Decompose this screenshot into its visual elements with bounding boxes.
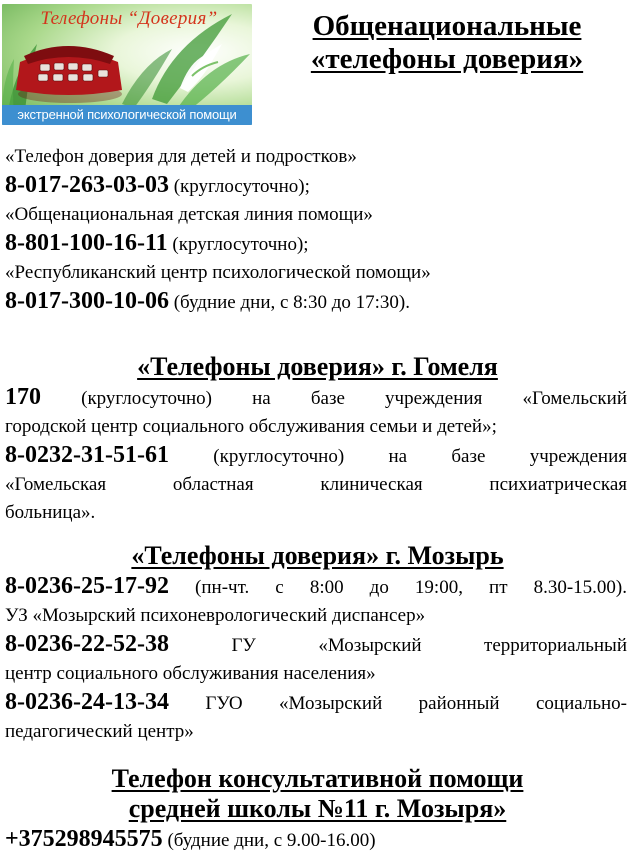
hotline-phone: 8-017-300-10-06 bbox=[5, 288, 169, 314]
hotline-phone: 8-0236-22-52-38 bbox=[5, 631, 169, 657]
hotline-banner bbox=[2, 4, 252, 125]
hotline-phone: +375298945575 bbox=[5, 826, 163, 852]
hotline-note: (круглосуточно); bbox=[168, 176, 310, 197]
page-title-line1: Общенациональные bbox=[312, 10, 582, 42]
national-hotlines-list bbox=[5, 143, 627, 317]
hotline-note: ГУО «Мозырский районный социально- bbox=[168, 693, 627, 714]
hotline-entry bbox=[5, 825, 627, 855]
hotline-note: (круглосуточно) на базе учреждения «Гомельский bbox=[41, 388, 627, 409]
hotline-entry bbox=[5, 383, 627, 413]
page-title-line2: «телефоны доверия» bbox=[310, 43, 584, 75]
hotline-note: больница». bbox=[5, 502, 96, 523]
hotline-note: (круглосуточно); bbox=[167, 234, 309, 255]
hotline-note: (будние дни, с 9.00-16.00) bbox=[162, 830, 376, 851]
gomel-hotlines-list bbox=[5, 383, 627, 527]
hotline-entry bbox=[5, 572, 627, 602]
school-heading-line1: Телефон консультативной помощи bbox=[111, 764, 524, 793]
hotline-note: городской центр социального обслуживания семьи и детей»; bbox=[5, 416, 497, 437]
banner-title: Телефоны “Доверия” bbox=[40, 8, 218, 29]
mozyr-hotlines-list bbox=[5, 572, 627, 746]
hotline-note: педагогический центр» bbox=[5, 721, 194, 742]
hotline-note: (пн-чт. с 8:00 до 19:00, пт 8.30-15.00). bbox=[168, 577, 627, 598]
school-hotline bbox=[5, 825, 627, 855]
hotline-note: «Гомельская областная клиническая психиатрическая bbox=[5, 474, 627, 495]
hotline-label: «Общенациональная детская линия помощи» bbox=[5, 204, 373, 225]
telephone-icon bbox=[10, 34, 125, 104]
helping-hand-icon bbox=[170, 36, 230, 96]
gomel-heading: «Телефоны доверия» г. Гомеля bbox=[137, 352, 498, 381]
hotline-label: «Республиканский центр психологической помощи» bbox=[5, 262, 431, 283]
hotline-note: (круглосуточно) на базе учреждения bbox=[168, 446, 627, 467]
banner-subtitle: экстренной психологической помощи bbox=[2, 105, 252, 125]
hotline-note: ГУ «Мозырский территориальный bbox=[168, 635, 627, 656]
hotline-phone: 8-0236-24-13-34 bbox=[5, 689, 169, 715]
mozyr-heading: «Телефоны доверия» г. Мозырь bbox=[131, 541, 504, 570]
hotline-phone: 8-801-100-16-11 bbox=[5, 230, 168, 256]
hotline-note: (будние дни, с 8:30 до 17:30). bbox=[168, 292, 410, 313]
hotline-note: УЗ «Мозырский психоневрологический диспансер» bbox=[5, 605, 426, 626]
hotline-entry bbox=[5, 229, 627, 259]
hotline-phone: 8-0232-31-51-61 bbox=[5, 442, 169, 468]
hotline-phone: 8-0236-25-17-92 bbox=[5, 573, 169, 599]
school-heading-line2: средней школы №11 г. Мозыря» bbox=[128, 794, 507, 823]
hotline-entry bbox=[5, 688, 627, 718]
hotline-phone: 170 bbox=[5, 384, 41, 410]
hotline-entry bbox=[5, 171, 627, 201]
hotline-label: «Телефон доверия для детей и подростков» bbox=[5, 146, 357, 167]
page-title bbox=[262, 10, 632, 76]
hotline-entry bbox=[5, 441, 627, 471]
hotline-phone: 8-017-263-03-03 bbox=[5, 172, 169, 198]
hotline-entry bbox=[5, 630, 627, 660]
hotline-entry bbox=[5, 287, 627, 317]
hotline-note: центр социального обслуживания населения» bbox=[5, 663, 376, 684]
